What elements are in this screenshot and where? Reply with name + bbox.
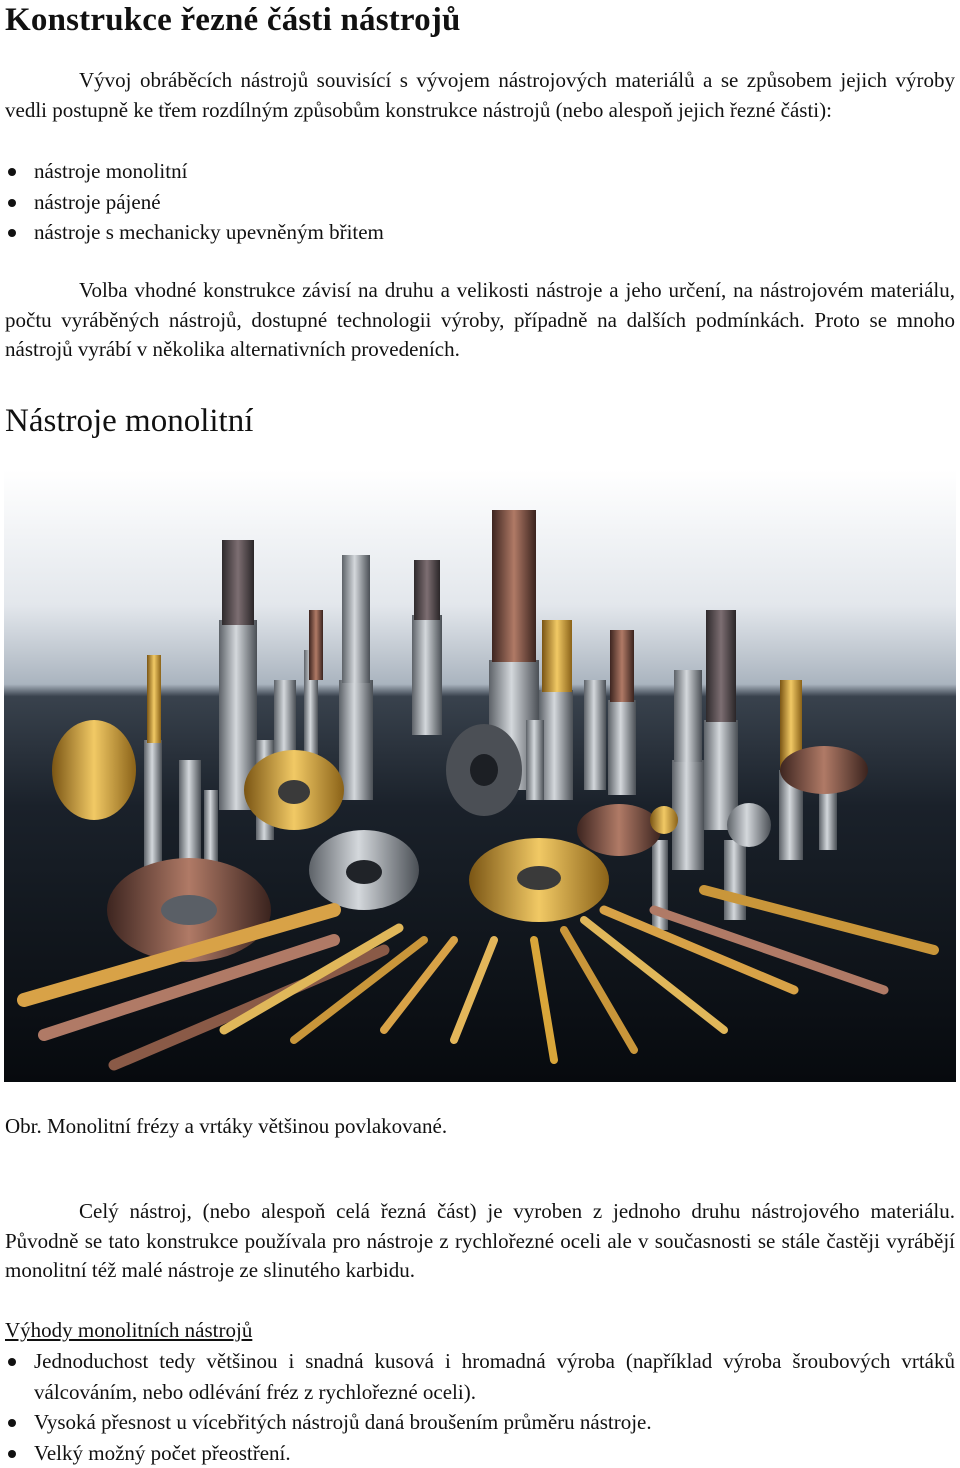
intro-paragraph: Vývoj obráběcích nástrojů souvisící s vývojem nástrojových materiálů a se způsobem jejich výroby vedli postupně ke třem rozdílným způsobům konstrukce nástrojů (nebo alespoň jejich řezné části): [5,66,955,125]
monolithic-paragraph: Celý nástroj, (nebo alespoň celá řezná část) je vyroben z jednoho druhu nástrojového materiálu. Původně se tato konstrukce používala pro nástroje z rychlořezné oceli ale v současnosti se stále častěji vyrábějí monolitní též malé nástroje ze slinutého karbidu. [5,1197,955,1286]
list-item: Vysoká přesnost u vícebřitých nástrojů daná broušením průměru nástroje. [5,1407,955,1438]
figure-caption: Obr. Monolitní frézy a vrtáky většinou povlakované. [5,1112,955,1140]
list-item: Jednoduchost tedy většinou i snadná kusová i hromadná výroba (například výroba šroubových vrtáků válcováním, nebo odlévání fréz z rychlořezné oceli). [5,1346,955,1407]
selection-paragraph: Volba vhodné konstrukce závisí na druhu a velikosti nástroje a jeho určení, na nástrojovém materiálu, počtu vyráběných nástrojů, dostupné technologii výroby, případně na dalších podmínkách. Proto se mnoho nástrojů vyrábí v několika alternativních provedeních. [5,276,955,365]
section-heading: Nástroje monolitní [5,401,253,441]
construction-types-list [5,156,955,248]
advantages-list [5,1346,955,1468]
page-title: Konstrukce řezné části nástrojů [5,0,461,40]
tools-photo [4,470,956,1082]
list-item: nástroje s mechanicky upevněným břitem [5,217,955,248]
list-item: nástroje pájené [5,187,955,218]
list-item: Velký možný počet přeostření. [5,1438,955,1468]
advantages-heading: Výhody monolitních nástrojů [5,1316,955,1344]
list-item: nástroje monolitní [5,156,955,187]
